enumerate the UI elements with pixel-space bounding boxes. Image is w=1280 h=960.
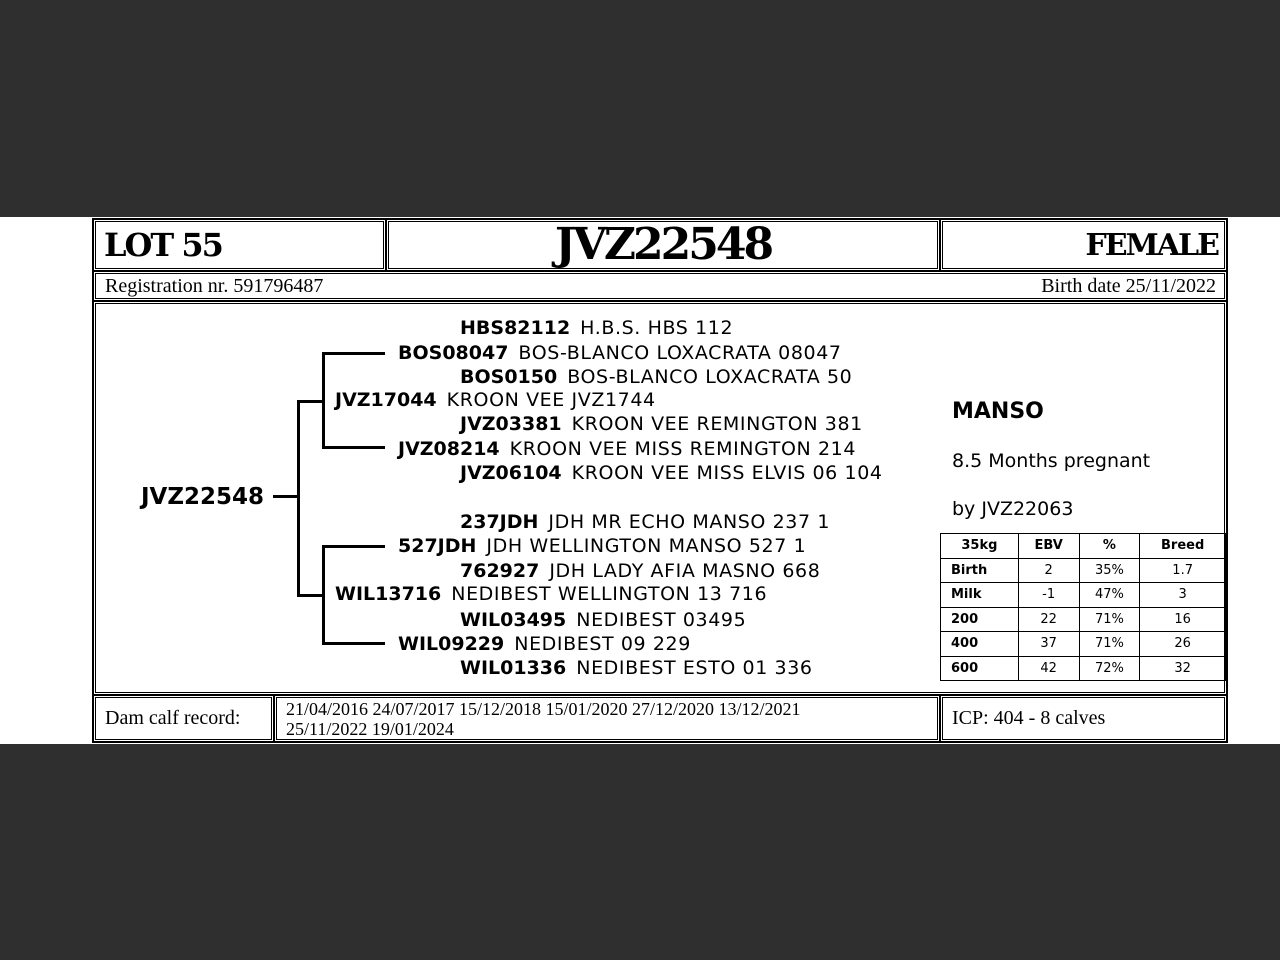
ebv-cell: 47% xyxy=(1079,583,1140,608)
ebv-cell: 42 xyxy=(1018,656,1079,681)
sex-label: FEMALE xyxy=(1085,228,1218,263)
calf-dates-line-1: 21/04/2016 24/07/2017 15/12/2018 15/01/2020 27/12/2020 13/12/2021 xyxy=(286,699,801,719)
dss-id: 237JDH xyxy=(460,511,539,533)
ebv-row xyxy=(941,656,1226,681)
ebv-header-cell: Breed xyxy=(1140,534,1226,559)
dss-name: JDH MR ECHO MANSO 237 1 xyxy=(548,511,831,533)
pregnancy-status: 8.5 Months pregnant xyxy=(952,450,1151,472)
sire-name: KROON VEE JVZ1744 xyxy=(446,389,656,411)
ebv-cell: -1 xyxy=(1018,583,1079,608)
tree-connector xyxy=(322,545,385,548)
pedigree-sire xyxy=(335,389,656,411)
registration-row xyxy=(92,270,1228,302)
pregnant-by: by JVZ22063 xyxy=(952,498,1074,520)
sex-box xyxy=(939,218,1228,272)
ebv-cell: 71% xyxy=(1079,632,1140,657)
tree-connector xyxy=(322,642,385,645)
dds-name: NEDIBEST 03495 xyxy=(576,609,747,631)
registration-number: Registration nr. 591796487 xyxy=(105,275,324,297)
calf-record-dates-box xyxy=(273,694,941,743)
pedigree-ssd xyxy=(460,366,852,388)
calf-record-label: Dam calf record: xyxy=(105,707,241,729)
ebv-cell: 22 xyxy=(1018,607,1079,632)
dds-id: WIL03495 xyxy=(460,609,567,631)
dsd-name: JDH LADY AFIA MASNO 668 xyxy=(549,560,821,582)
dd-name: NEDIBEST 09 229 xyxy=(514,633,691,655)
sdd-id: JVZ06104 xyxy=(460,462,562,484)
ebv-header-row xyxy=(941,534,1226,559)
pedigree-dds xyxy=(460,609,746,631)
sss-name: H.B.S. HBS 112 xyxy=(580,317,734,339)
tree-connector xyxy=(297,594,325,597)
calf-dates-line-2: 25/11/2022 19/01/2024 xyxy=(286,719,454,739)
sds-name: KROON VEE REMINGTON 381 xyxy=(571,413,863,435)
sd-id: JVZ08214 xyxy=(398,438,500,460)
animal-id-box xyxy=(385,218,941,272)
ds-name: JDH WELLINGTON MANSO 527 1 xyxy=(486,535,807,557)
pedigree-dsd xyxy=(460,560,820,582)
dd-id: WIL09229 xyxy=(398,633,505,655)
dsd-id: 762927 xyxy=(460,560,540,582)
ebv-cell: 16 xyxy=(1140,607,1226,632)
birth-date: Birth date 25/11/2022 xyxy=(1041,275,1216,297)
tree-connector xyxy=(322,352,325,449)
tree-connector xyxy=(297,400,300,597)
ebv-row xyxy=(941,607,1226,632)
tree-connector xyxy=(322,446,385,449)
ebv-cell: 32 xyxy=(1140,656,1226,681)
ebv-header-cell: % xyxy=(1079,534,1140,559)
dam-name: NEDIBEST WELLINGTON 13 716 xyxy=(451,583,768,605)
icp-value: ICP: 404 - 8 calves xyxy=(952,707,1106,729)
pedigree-dss xyxy=(460,511,830,533)
tree-connector xyxy=(322,545,325,645)
pedigree-sdd xyxy=(460,462,883,484)
lot-box xyxy=(92,218,387,272)
ss-id: BOS08047 xyxy=(398,342,509,364)
service-sire-name: MANSO xyxy=(952,399,1044,424)
pedigree-ds xyxy=(398,535,806,557)
ebv-header-cell: 35kg xyxy=(941,534,1019,559)
sds-id: JVZ03381 xyxy=(460,413,562,435)
calf-record-label-box xyxy=(92,694,275,743)
ebv-cell: 26 xyxy=(1140,632,1226,657)
ebv-trait: 600 xyxy=(941,656,1019,681)
ebv-table xyxy=(940,533,1226,681)
pedigree-sd xyxy=(398,438,856,460)
pedigree-dam xyxy=(335,583,767,605)
lot-number: LOT 55 xyxy=(104,226,222,264)
icp-box xyxy=(939,694,1228,743)
ebv-row xyxy=(941,632,1226,657)
sd-name: KROON VEE MISS REMINGTON 214 xyxy=(509,438,857,460)
sire-id: JVZ17044 xyxy=(335,389,437,411)
ss-name: BOS-BLANCO LOXACRATA 08047 xyxy=(518,342,842,364)
ebv-cell: 35% xyxy=(1079,558,1140,583)
pedigree-ss xyxy=(398,342,842,364)
pedigree-sds xyxy=(460,413,863,435)
pedigree-ddd xyxy=(460,657,813,679)
ebv-cell: 3 xyxy=(1140,583,1226,608)
ebv-trait: Birth xyxy=(941,558,1019,583)
dam-id: WIL13716 xyxy=(335,583,442,605)
pedigree-animal: JVZ22548 xyxy=(141,484,265,510)
animal-id-title: JVZ22548 xyxy=(554,219,772,270)
tree-connector xyxy=(297,400,325,403)
ddd-id: WIL01336 xyxy=(460,657,567,679)
sss-id: HBS82112 xyxy=(460,317,571,339)
pedigree-sss xyxy=(460,317,733,339)
tree-connector xyxy=(273,495,297,498)
ebv-cell: 2 xyxy=(1018,558,1079,583)
ebv-trait: 400 xyxy=(941,632,1019,657)
ssd-id: BOS0150 xyxy=(460,366,558,388)
sdd-name: KROON VEE MISS ELVIS 06 104 xyxy=(571,462,883,484)
ebv-header-cell: EBV xyxy=(1018,534,1079,559)
ebv-cell: 37 xyxy=(1018,632,1079,657)
ebv-row xyxy=(941,558,1226,583)
ebv-cell: 71% xyxy=(1079,607,1140,632)
ebv-cell: 1.7 xyxy=(1140,558,1226,583)
ebv-cell: 72% xyxy=(1079,656,1140,681)
ebv-trait: 200 xyxy=(941,607,1019,632)
ebv-row xyxy=(941,583,1226,608)
tree-connector xyxy=(322,352,385,355)
ddd-name: NEDIBEST ESTO 01 336 xyxy=(576,657,813,679)
ds-id: 527JDH xyxy=(398,535,477,557)
ebv-trait: Milk xyxy=(941,583,1019,608)
pedigree-dd xyxy=(398,633,691,655)
ssd-name: BOS-BLANCO LOXACRATA 50 xyxy=(567,366,853,388)
